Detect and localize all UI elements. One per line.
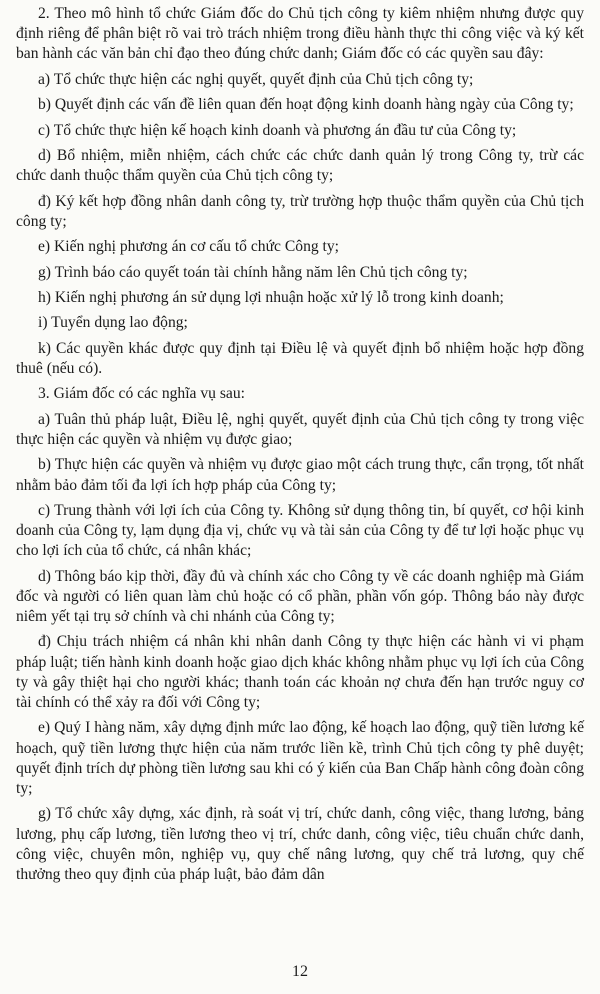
paragraph-2h: h) Kiến nghị phương án sử dụng lợi nhuận hoặc xử lý lỗ trong kinh doanh; bbox=[38, 288, 504, 306]
paragraph-3dd: đ) Chịu trách nhiệm cá nhân khi nhân danh Công ty thực hiện các hành vi vi phạm pháp luật; tiến hành kinh doanh hoặc giao dịch khác không nhằm phục vụ lợi ích của Công ty và gây thiệt hại cho người khác; thanh toán các khoản nợ chưa đến hạn trước nguy cơ tài chính có thể xảy ra đối với Công ty; bbox=[16, 633, 584, 712]
paragraph-2e: e) Kiến nghị phương án cơ cấu tổ chức Công ty; bbox=[38, 238, 340, 256]
paragraph-3a: a) Tuân thủ pháp luật, Điều lệ, nghị quyết, quyết định của Chủ tịch công ty trong việc thực hiện các quyền và nhiệm vụ được giao; bbox=[16, 410, 584, 448]
paragraph-clause-3-intro: 3. Giám đốc có các nghĩa vụ sau: bbox=[38, 385, 245, 403]
paragraph-2i: i) Tuyển dụng lao động; bbox=[38, 314, 188, 332]
page-number: 12 bbox=[292, 963, 308, 980]
paragraph-2g: g) Trình báo cáo quyết toán tài chính hằng năm lên Chủ tịch công ty; bbox=[38, 263, 468, 281]
paragraph-2b: b) Quyết định các vấn đề liên quan đến hoạt động kinh doanh hàng ngày của Công ty; bbox=[38, 96, 574, 114]
paragraph-2dd: đ) Ký kết hợp đồng nhân danh công ty, trừ trường hợp thuộc thẩm quyền của Chủ tịch công ty; bbox=[16, 192, 584, 230]
paragraph-3g: g) Tổ chức xây dựng, xác định, rà soát vị trí, chức danh, công việc, thang lương, bảng lương, phụ cấp lương, tiền lương theo vị trí, chức danh, công việc, tiêu chuẩn chức danh, công việc, chuyên môn, nghiệp vụ, quy chế nâng lương, quy chế trả lương, quy chế thưởng theo quy định của pháp luật, bảo đảm dân bbox=[16, 805, 584, 884]
paragraph-3e: e) Quý I hàng năm, xây dựng định mức lao động, kế hoạch lao động, quỹ tiền lương kế hoạch, quỹ tiền lương thực hiện của năm trước liền kề, trình Chủ tịch công ty phê duyệt; quyết định trích dự phòng tiền lương sau khi có ý kiến của Ban Chấp hành công đoàn công ty; bbox=[16, 719, 584, 798]
paragraph-3c: c) Trung thành với lợi ích của Công ty. Không sử dụng thông tin, bí quyết, cơ hội kinh doanh của Công ty, lạm dụng địa vị, chức vụ và tài sản của Công ty để tư lợi hoặc phục vụ cho lợi ích của tổ chức, cá nhân khác; bbox=[16, 501, 584, 560]
paragraph-2c: c) Tổ chức thực hiện kế hoạch kinh doanh và phương án đầu tư của Công ty; bbox=[38, 121, 517, 139]
paragraph-3b: b) Thực hiện các quyền và nhiệm vụ được giao một cách trung thực, cẩn trọng, tốt nhất nhằm bảo đảm tối đa lợi ích hợp pháp của Công ty; bbox=[16, 456, 584, 494]
paragraph-2d: d) Bổ nhiệm, miễn nhiệm, cách chức các chức danh quản lý trong Công ty, trừ các chức danh thuộc thẩm quyền của Chủ tịch công ty; bbox=[16, 146, 584, 185]
paragraph-2k: k) Các quyền khác được quy định tại Điều lệ và quyết định bổ nhiệm hoặc hợp đồng thuê (nếu có). bbox=[16, 339, 584, 377]
paragraph-2a: a) Tổ chức thực hiện các nghị quyết, quyết định của Chủ tịch công ty; bbox=[38, 70, 474, 88]
body-text bbox=[16, 4, 584, 885]
paragraph-3d: d) Thông báo kịp thời, đầy đủ và chính xác cho Công ty về các doanh nghiệp mà Giám đốc và người có liên quan làm chủ hoặc có cổ phần, phần vốn góp. Thông báo này được niêm yết tại trụ sở chính và chi nhánh của Công ty; bbox=[16, 567, 584, 626]
paragraph-clause-2-intro: 2. Theo mô hình tổ chức Giám đốc do Chủ tịch công ty kiêm nhiệm nhưng được quy định riêng để phân biệt rõ vai trò trách nhiệm trong điều hành thực thi công việc và ký kết ban hành các văn bản chỉ đạo theo đúng chức danh; Giám đốc có các quyền sau đây: bbox=[16, 5, 584, 63]
